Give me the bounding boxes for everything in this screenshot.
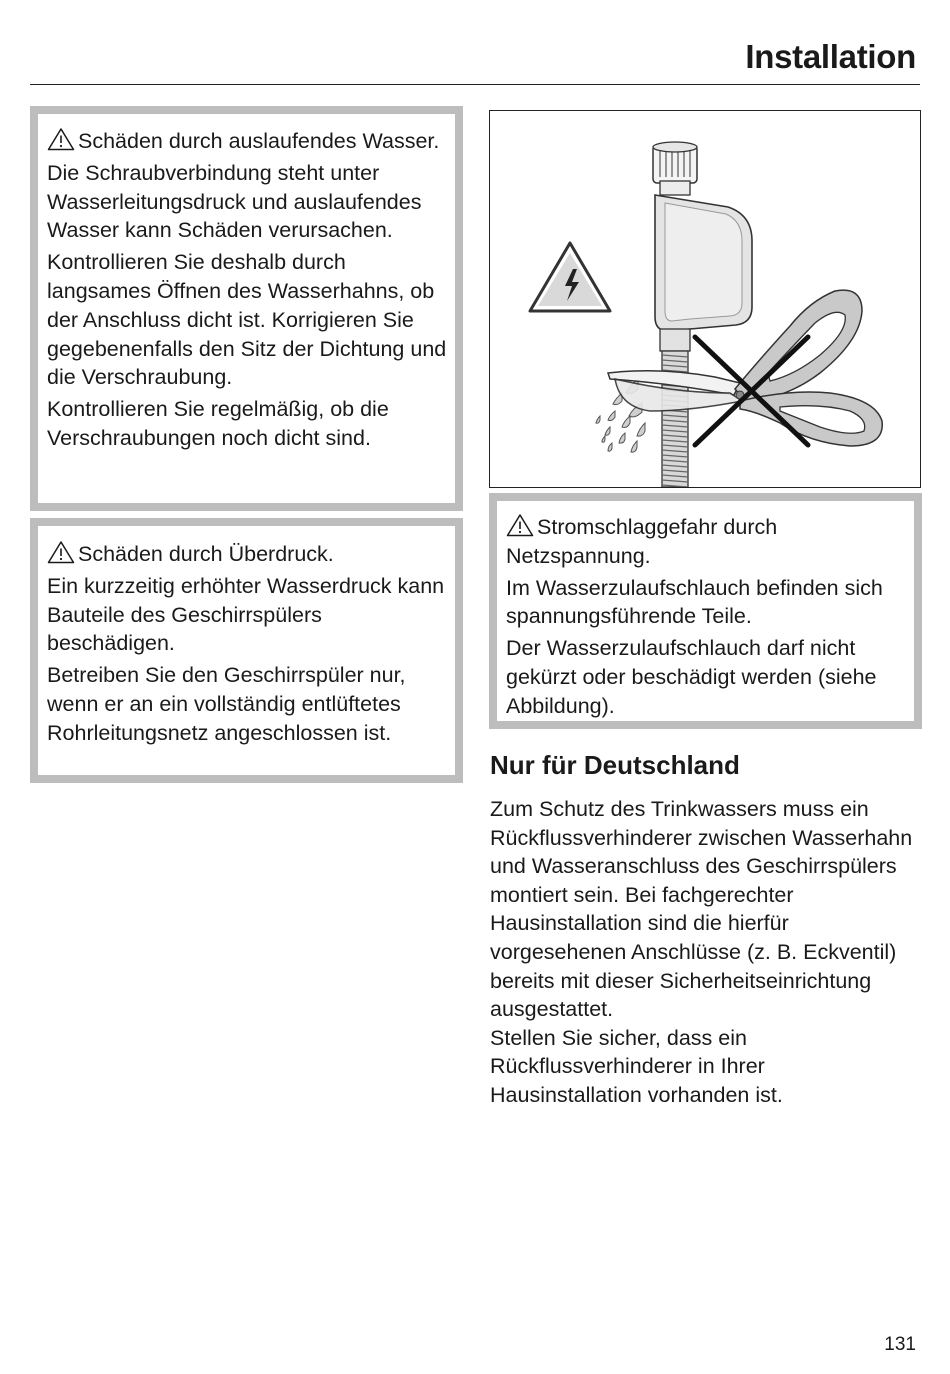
- electric-hazard-sign-icon: [530, 243, 610, 311]
- section-heading: Nur für Deutschland: [490, 750, 740, 780]
- body-paragraph: Zum Schutz des Trinkwassers muss ein Rückflussverhinderer zwischen Wasserhahn und Wasseranschluss des Geschirrspülers montiert sein. Bei fachgerechter Hausinstallation sind die hierfür vorgesehenen Anschlüsse (z. B. Eckventil) bereits mit dieser Sicherheitseinrichtung ausgestattet.: [490, 797, 913, 1022]
- page-title: Installation: [745, 38, 916, 75]
- page-number: 131: [884, 1334, 916, 1355]
- warning-box-pressure: [30, 518, 463, 783]
- warning-triangle-icon: [47, 540, 75, 564]
- warning-paragraph: Die Schraubverbindung steht unter Wasserleitungsdruck und auslaufendes Wasser kann Schäden verursachen.: [47, 160, 422, 243]
- warning-paragraph: Betreiben Sie den Geschirrspüler nur, wenn er an ein vollständig entlüftetes Rohrleitungsnetz angeschlossen ist.: [47, 663, 406, 745]
- warning-paragraph: Der Wasserzulaufschlauch darf nicht gekürzt oder beschädigt werden (siehe Abbildung).: [506, 636, 877, 718]
- warning-paragraph: Kontrollieren Sie regelmäßig, ob die Verschraubungen noch dicht sind.: [47, 397, 389, 450]
- warning-heading: Stromschlaggefahr durch Netzspannung.: [506, 515, 778, 568]
- warning-triangle-icon: [47, 127, 75, 151]
- header-divider: [30, 84, 920, 85]
- warning-box-electric: [489, 493, 922, 729]
- warning-box-leak: [30, 106, 463, 511]
- hose-illustration: [489, 110, 921, 488]
- warning-triangle-icon: [506, 513, 534, 537]
- warning-heading: Schäden durch Überdruck.: [47, 540, 447, 569]
- warning-heading: Schäden durch auslaufendes Wasser.: [47, 127, 447, 156]
- warning-paragraph: Kontrollieren Sie deshalb durch langsames Öffnen des Wasserhahns, ob der Anschluss dicht ist. Korrigieren Sie gegebenenfalls den Sitz der Dichtung und die Verschraubung.: [47, 250, 447, 390]
- section-body: [490, 795, 922, 1110]
- warning-paragraph: Ein kurzzeitig erhöhter Wasserdruck kann Bauteile des Geschirrspülers beschädigen.: [47, 573, 445, 656]
- body-paragraph: Stellen Sie sicher, dass ein Rückflussverhinderer in Ihrer Hausinstallation vorhanden ist.: [490, 1025, 783, 1107]
- warning-paragraph: Im Wasserzulaufschlauch befinden sich spannungsführende Teile.: [506, 575, 883, 629]
